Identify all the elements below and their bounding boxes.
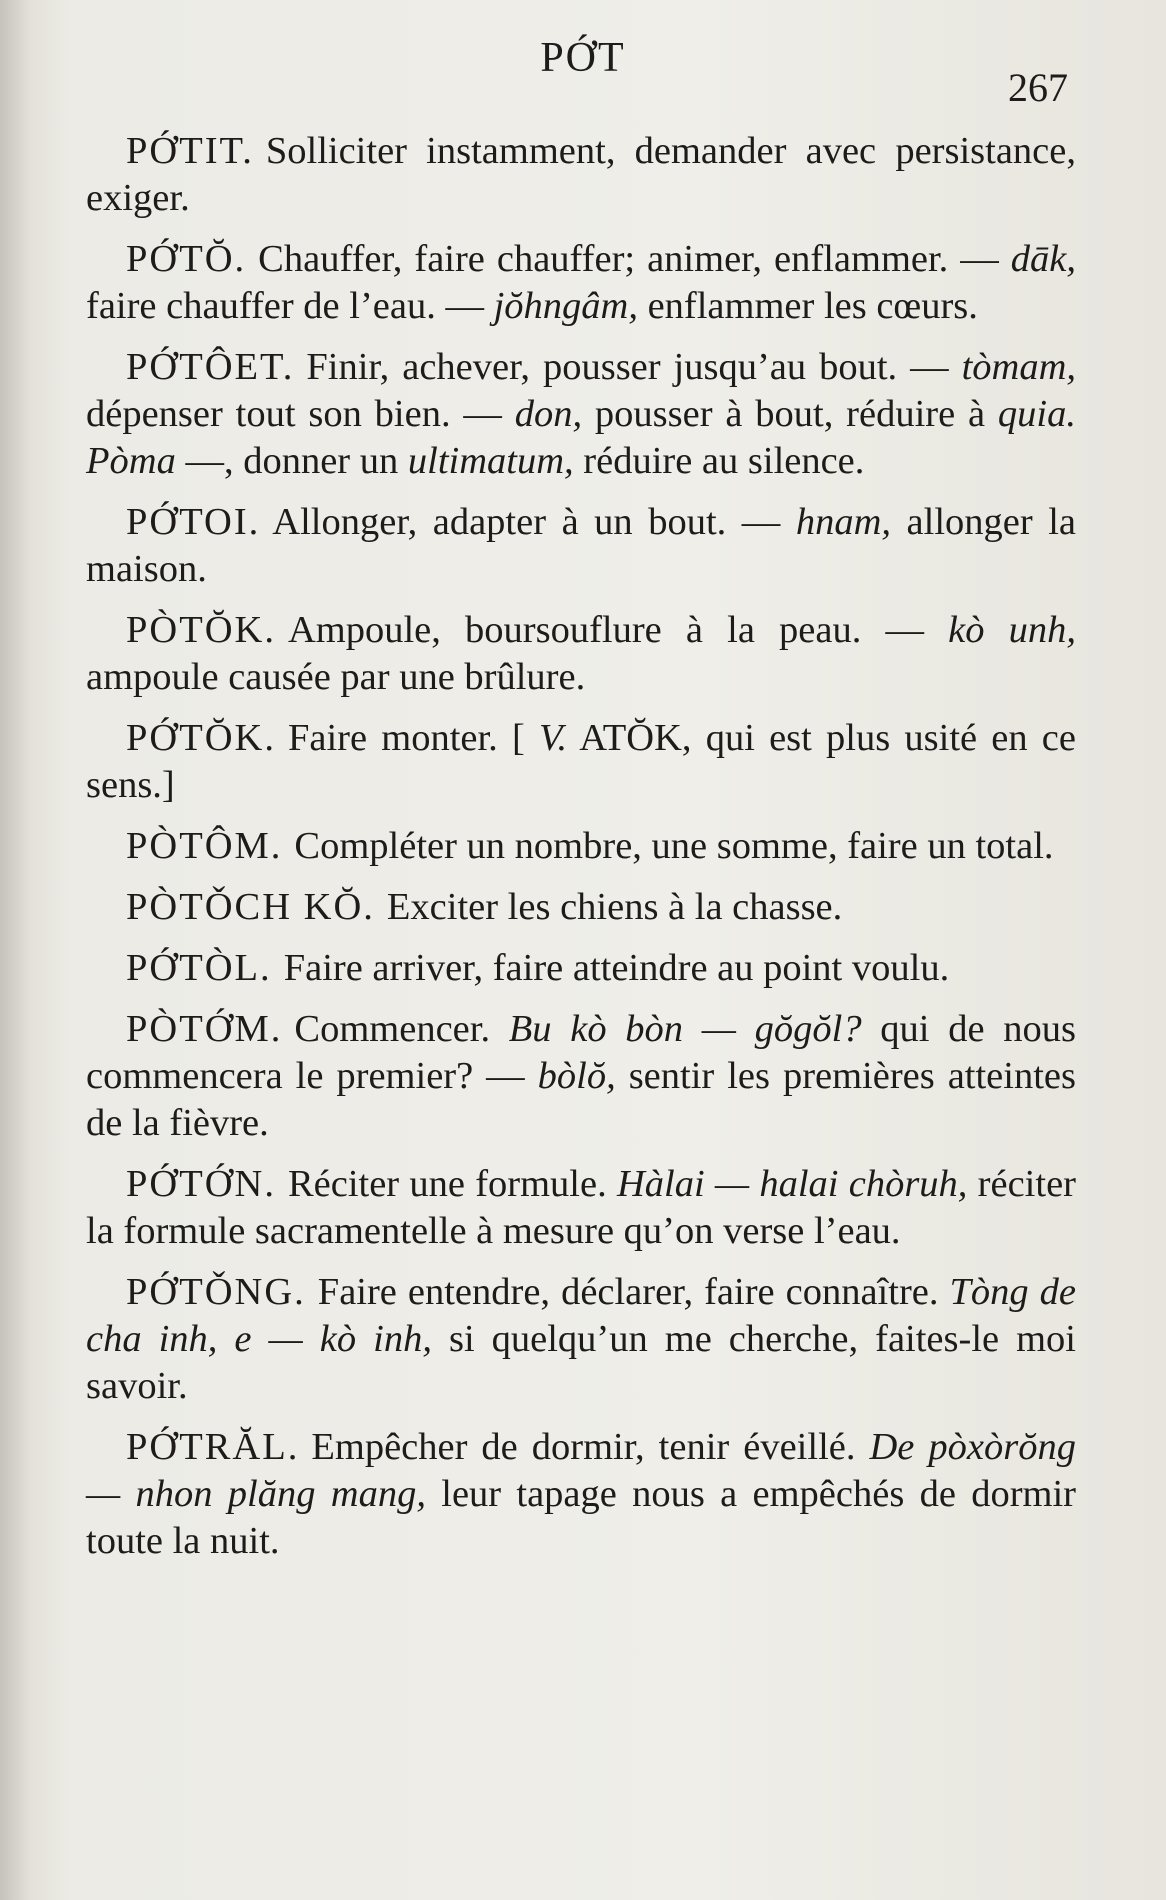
entry-definition-text: Allonger, adapter à un bout. — xyxy=(272,501,796,543)
entry-definition-text: Faire entendre, déclarer, faire connaître. xyxy=(317,1271,950,1313)
page-number: 267 xyxy=(1008,65,1068,110)
entry-definition-text: enflammer les cœurs. xyxy=(637,285,978,327)
entry-definition-text: sentir les premières atteintes de la fièvre. xyxy=(86,1055,1076,1144)
entry-definition-text: réduire au silence. xyxy=(573,440,865,482)
dictionary-entry xyxy=(86,715,1076,809)
entry-headword: PỚTIT. xyxy=(126,130,254,172)
entry-headword: PÒTŎK. xyxy=(126,609,276,651)
entry-headword: PỚTŎK. xyxy=(126,717,276,759)
entry-headword: PỚTŎ. xyxy=(126,238,247,280)
entry-definition-text: allonger la maison. xyxy=(86,501,1076,590)
entry-definition-text: faire chauffer de l’eau. — xyxy=(86,285,494,327)
entry-definition-text: Exciter les chiens à la chasse. xyxy=(386,886,843,928)
entry-italic-example: dāk, xyxy=(1010,238,1076,280)
entry-headword: PÒTǑCH KŎ. xyxy=(126,886,375,928)
entry-headword: PỚTÔET. xyxy=(126,346,295,388)
dictionary-entry xyxy=(86,344,1076,485)
dictionary-entry xyxy=(86,884,1076,931)
running-head: PỚT xyxy=(540,35,626,81)
entry-italic-example: ultimatum, xyxy=(407,440,574,482)
entry-definition-text: Ampoule, boursouflure à la peau. — xyxy=(287,609,949,651)
entry-italic-example: V. xyxy=(539,717,568,759)
entry-definition-text: pousser à bout, réduire à xyxy=(582,393,998,435)
entry-definition-text: —, donner un xyxy=(175,440,408,482)
entry-definition-text: si quelqu’un me cherche, faites-le moi savoir. xyxy=(86,1318,1077,1407)
dictionary-entry xyxy=(86,236,1076,330)
entry-italic-example: jŏhngâm, xyxy=(493,285,638,327)
entry-italic-example: Bu kò bòn — gŏgŏl? xyxy=(508,1008,862,1050)
spine-shadow xyxy=(0,0,30,1900)
entry-italic-example: Tòng de cha inh, e — kò inh, xyxy=(86,1271,1077,1360)
entry-definition-text: ampoule causée par une brûlure. xyxy=(86,656,586,698)
dictionary-entry xyxy=(86,607,1076,701)
entry-headword: PỚTRĂL. xyxy=(126,1426,300,1468)
entry-italic-example: De pòxòrŏng — nhon plăng mang, xyxy=(86,1426,1076,1515)
entry-definition-text: Solliciter instamment, demander avec persistance, exiger. xyxy=(86,130,1076,219)
entry-headword: PỚTỚN. xyxy=(126,1163,276,1205)
dictionary-entry xyxy=(86,1424,1076,1565)
entry-definition-text: Compléter un nombre, une somme, faire un total. xyxy=(294,825,1054,867)
dictionary-entry xyxy=(86,1006,1076,1147)
dictionary-entry xyxy=(86,128,1076,222)
entry-headword: PỚTOI. xyxy=(126,501,261,543)
entry-definition-text: Empêcher de dormir, tenir éveillé. xyxy=(311,1426,870,1468)
entry-definition-text: qui de nous commencera le premier? — xyxy=(86,1008,1076,1097)
entry-definition-text: leur tapage nous a empêchés de dormir toute la nuit. xyxy=(86,1473,1077,1562)
page-header xyxy=(0,34,1166,110)
entry-definition-text: Commencer. xyxy=(294,1008,509,1050)
entry-italic-example: quia. Pòma xyxy=(86,393,1076,482)
entry-italic-example: don, xyxy=(514,393,583,435)
entry-definition-text: Faire monter. [ xyxy=(287,717,539,759)
entry-headword: PÒTÔM. xyxy=(126,825,283,867)
dictionary-entry xyxy=(86,499,1076,593)
entry-definition-text: réciter la formule sacramentelle à mesure qu’on verse l’eau. xyxy=(86,1163,1076,1252)
dictionary-entry xyxy=(86,823,1076,870)
entry-headword: PỚTǑNG. xyxy=(126,1271,306,1313)
entry-definition-text: ATŎK, qui est plus usité en ce sens.] xyxy=(86,717,1076,806)
entry-italic-example: Hàlai — halai chòruh, xyxy=(616,1163,968,1205)
entry-italic-example: hnam, xyxy=(795,501,892,543)
entry-definition-text: Réciter une formule. xyxy=(287,1163,617,1205)
entry-italic-example: tòmam, xyxy=(961,346,1076,388)
entry-italic-example: kò unh, xyxy=(948,609,1076,651)
entry-definition-text: dépenser tout son bien. — xyxy=(86,393,515,435)
entry-italic-example: bòlŏ, xyxy=(537,1055,616,1097)
entry-definition-text: Chauffer, faire chauffer; animer, enflammer. — xyxy=(258,238,1011,280)
entry-definition-text: Faire arriver, faire atteindre au point voulu. xyxy=(283,947,950,989)
dictionary-entry xyxy=(86,1161,1076,1255)
entry-headword: PỚTÒL. xyxy=(126,947,272,989)
entry-definition-text: Finir, achever, pousser jusqu’au bout. — xyxy=(306,346,962,388)
dictionary-entries xyxy=(86,128,1076,1579)
entry-headword: PÒTỚM. xyxy=(126,1008,283,1050)
dictionary-entry xyxy=(86,945,1076,992)
dictionary-entry xyxy=(86,1269,1076,1410)
